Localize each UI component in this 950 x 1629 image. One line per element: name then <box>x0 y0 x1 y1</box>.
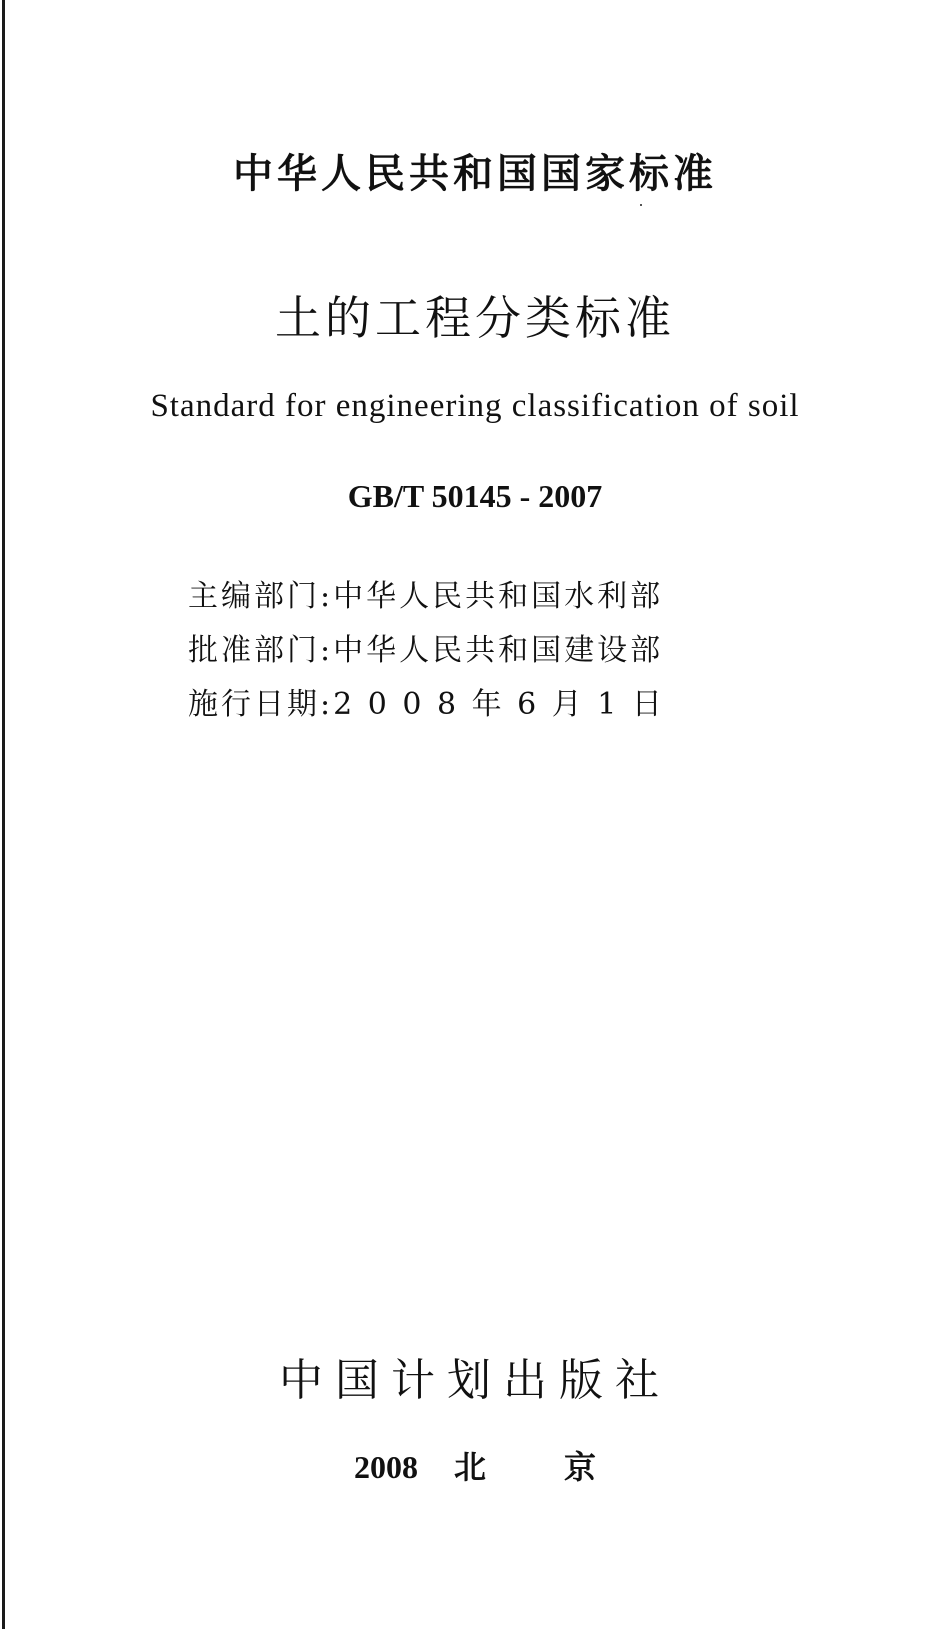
meta-value: 2 0 0 8 年 6 月 1 日 <box>333 687 665 722</box>
meta-label: 批准部门 <box>188 633 320 668</box>
meta-colon: : <box>320 687 334 722</box>
meta-row-chief-editor <box>188 570 665 624</box>
imprint-line <box>0 1442 950 1488</box>
imprint-city-first: 北 <box>453 1448 486 1486</box>
scan-speck <box>640 204 642 206</box>
national-standard-heading: 中华人民共和国国家标准 <box>233 151 717 197</box>
standard-code: GB/T 50145 - 2007 <box>347 478 603 514</box>
meta-value: 中华人民共和国水利部 <box>333 579 664 614</box>
standard-title-chinese: 土的工程分类标准 <box>275 291 675 345</box>
meta-label: 施行日期 <box>188 687 320 722</box>
standard-title-english: Standard for engineering classification of soil <box>150 388 800 424</box>
imprint-year: 2008 <box>353 1449 418 1485</box>
publisher-name: 中国计划出版社 <box>279 1355 671 1406</box>
standard-metadata <box>188 570 665 732</box>
imprint-city-second: 京 <box>564 1448 597 1486</box>
meta-label: 主编部门 <box>188 579 320 614</box>
meta-colon: : <box>320 579 334 614</box>
meta-colon: : <box>320 633 334 668</box>
meta-value: 中华人民共和国建设部 <box>333 633 664 668</box>
meta-row-effective-date <box>188 678 665 732</box>
meta-row-approval <box>188 624 665 678</box>
